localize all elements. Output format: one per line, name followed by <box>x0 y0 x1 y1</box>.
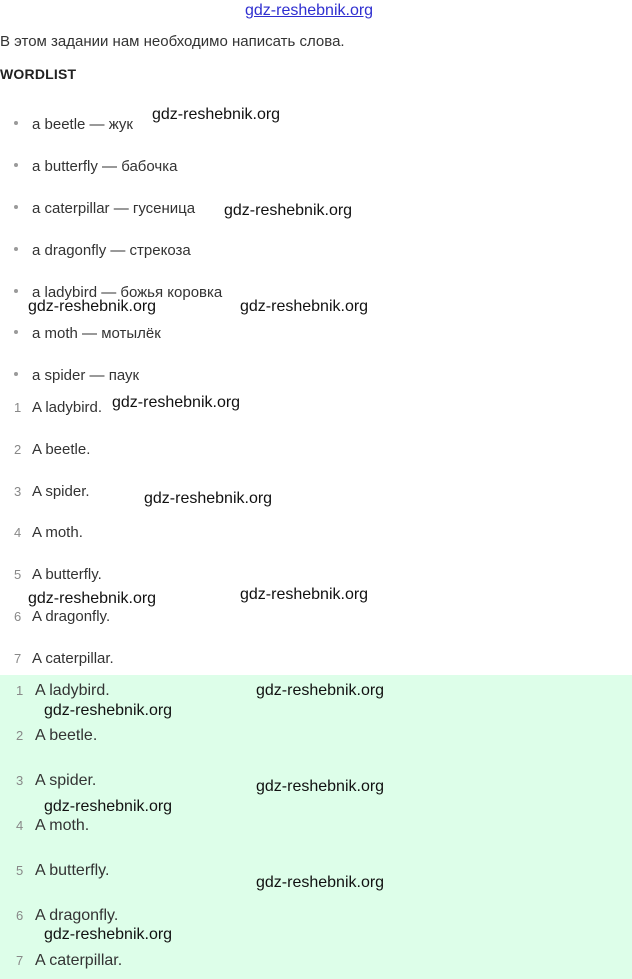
list-item <box>14 325 161 342</box>
list-item <box>14 483 90 500</box>
bullet-icon <box>14 247 18 251</box>
list-item <box>14 524 83 541</box>
list-item <box>16 952 122 970</box>
list-item <box>14 200 195 217</box>
watermark: gdz-reshebnik.org <box>240 298 369 315</box>
list-item <box>14 566 102 583</box>
wordlist-entry: a dragonfly — стрекоза <box>32 242 191 259</box>
wordlist-entry: a spider — паук <box>32 367 140 384</box>
item-text: A ladybird. <box>35 682 110 699</box>
list-item <box>14 242 191 259</box>
wordlist-entry: a caterpillar — гусеница <box>32 200 196 217</box>
item-number: 1 <box>16 683 24 698</box>
list-item <box>14 116 133 133</box>
bullet-icon <box>14 205 18 209</box>
bullet-icon <box>14 121 18 125</box>
wordlist-entry: a ladybird — божья коровка <box>32 284 223 301</box>
bullet-icon <box>14 330 18 334</box>
bullet-icon <box>14 163 18 167</box>
watermark: gdz-reshebnik.org <box>256 682 385 699</box>
item-number: 7 <box>14 651 22 666</box>
wordlist-entry: a beetle — жук <box>32 116 133 133</box>
list-item <box>14 399 102 416</box>
watermark: gdz-reshebnik.org <box>152 106 281 123</box>
watermark: gdz-reshebnik.org <box>144 490 273 507</box>
item-text: A dragonfly. <box>32 608 111 625</box>
item-number: 4 <box>16 818 24 833</box>
item-number: 2 <box>14 442 22 457</box>
item-text: A beetle. <box>35 727 98 744</box>
item-number: 2 <box>16 728 24 743</box>
item-text: A ladybird. <box>32 399 103 416</box>
item-number: 3 <box>16 773 24 788</box>
wordlist-entry: a moth — мотылёк <box>32 325 161 342</box>
item-number: 5 <box>14 567 22 582</box>
wordlist-heading: WORDLIST <box>0 66 77 82</box>
item-number: 5 <box>16 863 24 878</box>
item-number: 3 <box>14 484 22 499</box>
watermark: gdz-reshebnik.org <box>44 926 173 943</box>
watermark: gdz-reshebnik.org <box>256 874 385 891</box>
bullet-icon <box>14 372 18 376</box>
bullet-icon <box>14 289 18 293</box>
list-item <box>14 441 90 458</box>
item-number: 1 <box>14 400 22 415</box>
item-number: 4 <box>14 525 22 540</box>
watermark: gdz-reshebnik.org <box>44 702 173 719</box>
watermark: gdz-reshebnik.org <box>28 590 157 607</box>
watermark: gdz-reshebnik.org <box>44 798 173 815</box>
list-item <box>16 862 109 880</box>
item-text: A moth. <box>35 817 90 834</box>
watermark: gdz-reshebnik.org <box>240 586 369 603</box>
list-item <box>16 817 89 835</box>
item-text: A beetle. <box>32 441 91 458</box>
item-text: A dragonfly. <box>35 907 119 924</box>
list-item <box>16 907 118 925</box>
watermark: gdz-reshebnik.org <box>256 778 385 795</box>
wordlist-entry: a butterfly — бабочка <box>32 158 178 175</box>
item-number: 7 <box>16 953 24 968</box>
watermark: gdz-reshebnik.org <box>224 202 353 219</box>
item-text: A butterfly. <box>35 862 110 879</box>
item-text: A spider. <box>35 772 97 789</box>
item-text: A butterfly. <box>32 566 102 583</box>
list-item <box>16 772 96 790</box>
list-item <box>14 608 110 625</box>
item-text: A spider. <box>32 483 90 500</box>
item-number: 6 <box>14 609 22 624</box>
intro-text: В этом задании нам необходимо написать слова. <box>0 33 345 50</box>
list-item <box>16 682 110 700</box>
item-text: A moth. <box>32 524 83 541</box>
list-item <box>14 367 139 384</box>
list-item <box>14 158 177 175</box>
list-item <box>16 727 97 745</box>
item-text: A caterpillar. <box>32 650 114 667</box>
item-number: 6 <box>16 908 24 923</box>
watermark: gdz-reshebnik.org <box>28 298 157 315</box>
item-text: A caterpillar. <box>35 952 123 969</box>
site-link[interactable]: gdz-reshebnik.org <box>245 2 374 19</box>
watermark: gdz-reshebnik.org <box>112 394 241 411</box>
list-item <box>14 650 114 667</box>
